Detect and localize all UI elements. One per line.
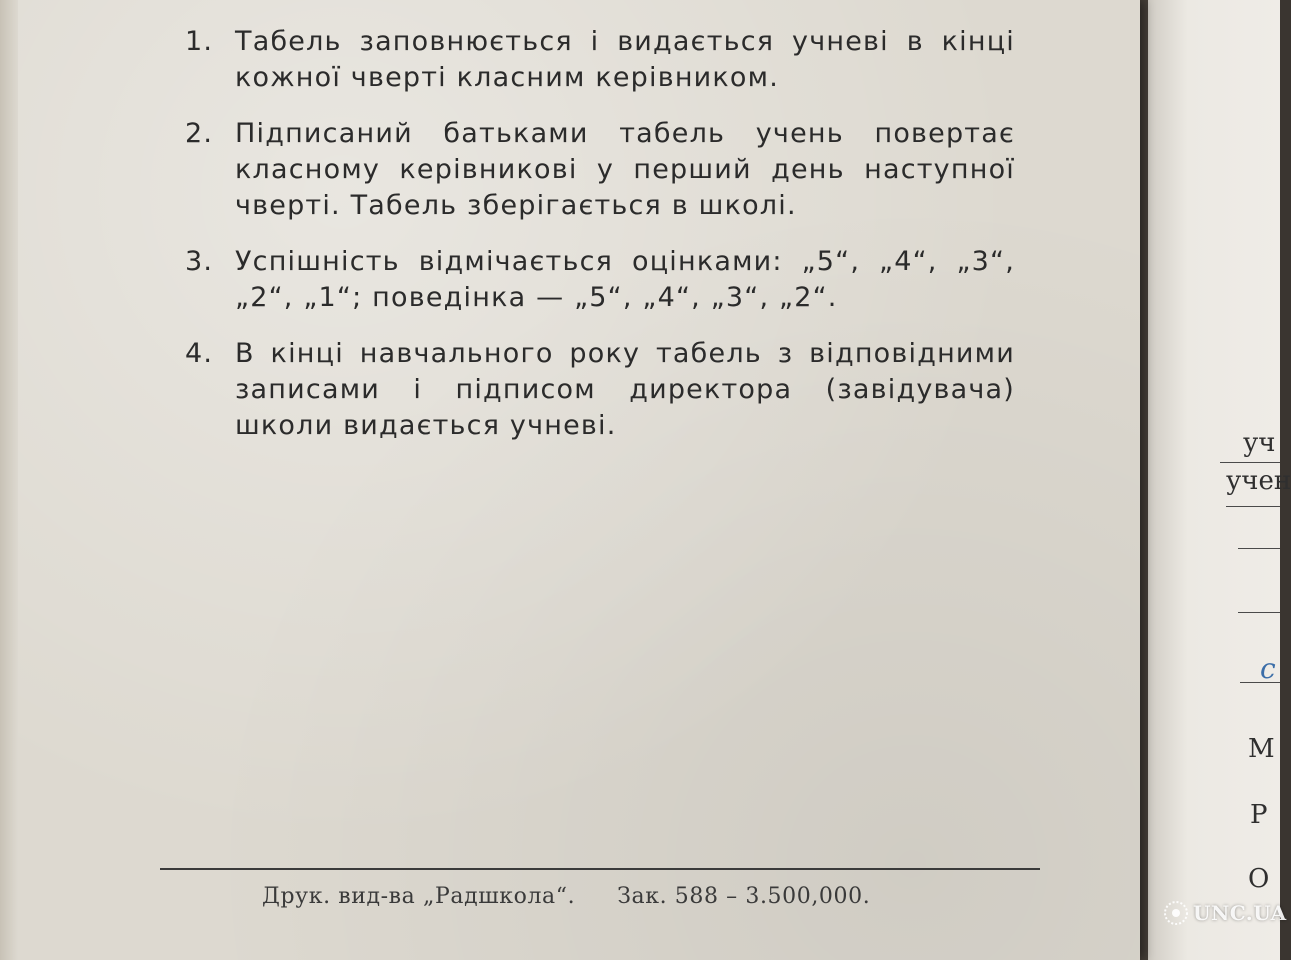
next-page-fragment: учен [1226, 466, 1291, 496]
next-page [1148, 0, 1291, 960]
watermark-text: UNC.UA [1193, 901, 1287, 925]
rule-number: 1. [185, 26, 214, 57]
next-page-line [1220, 462, 1280, 463]
order-number: Зак. 588 – 3.500,000. [617, 884, 871, 909]
next-page-line [1238, 548, 1280, 549]
rule-text: Табель заповнюється і видається учневі в кінці кожної чверті класним керівником. [235, 26, 1015, 93]
rule-number: 2. [185, 118, 214, 149]
rule-text: Підписаний батьками табель учень повертає класному керівникові у перший день наступної чверті. Табель зберігається в школі. [235, 118, 1015, 221]
rule-item [185, 336, 1015, 444]
printer-name: Друк. вид-ва „Радшкола“. [262, 884, 576, 909]
rule-item [185, 116, 1015, 224]
next-page-fragment: М [1248, 734, 1275, 764]
next-page-line [1226, 506, 1280, 507]
next-page-line [1238, 612, 1280, 613]
watermark-emblem-icon [1163, 900, 1189, 926]
watermark [1163, 900, 1287, 926]
rule-item [185, 244, 1015, 316]
page-edge [0, 0, 18, 960]
next-page-fragment: О [1248, 864, 1270, 894]
rule-item [185, 24, 1015, 96]
next-page-fragment: уч [1243, 428, 1276, 458]
rule-text: Успішність відмічається оцінками: „5“, „4“, „3“, „2“, „1“; поведінка — „5“, „4“, „3“, „2“. [235, 246, 1015, 313]
rule-number: 4. [185, 338, 214, 369]
rule-number: 3. [185, 246, 214, 277]
rules-list [185, 24, 1015, 464]
next-page-handwritten: с [1260, 652, 1276, 685]
next-page-fragment: Р [1250, 800, 1268, 830]
next-page-line [1240, 682, 1280, 683]
imprint [262, 884, 870, 909]
rule-text: В кінці навчального року табель з відповідними записами і підписом директора (завідувача) школи видається учневі. [235, 338, 1015, 441]
footer-divider [160, 868, 1040, 870]
